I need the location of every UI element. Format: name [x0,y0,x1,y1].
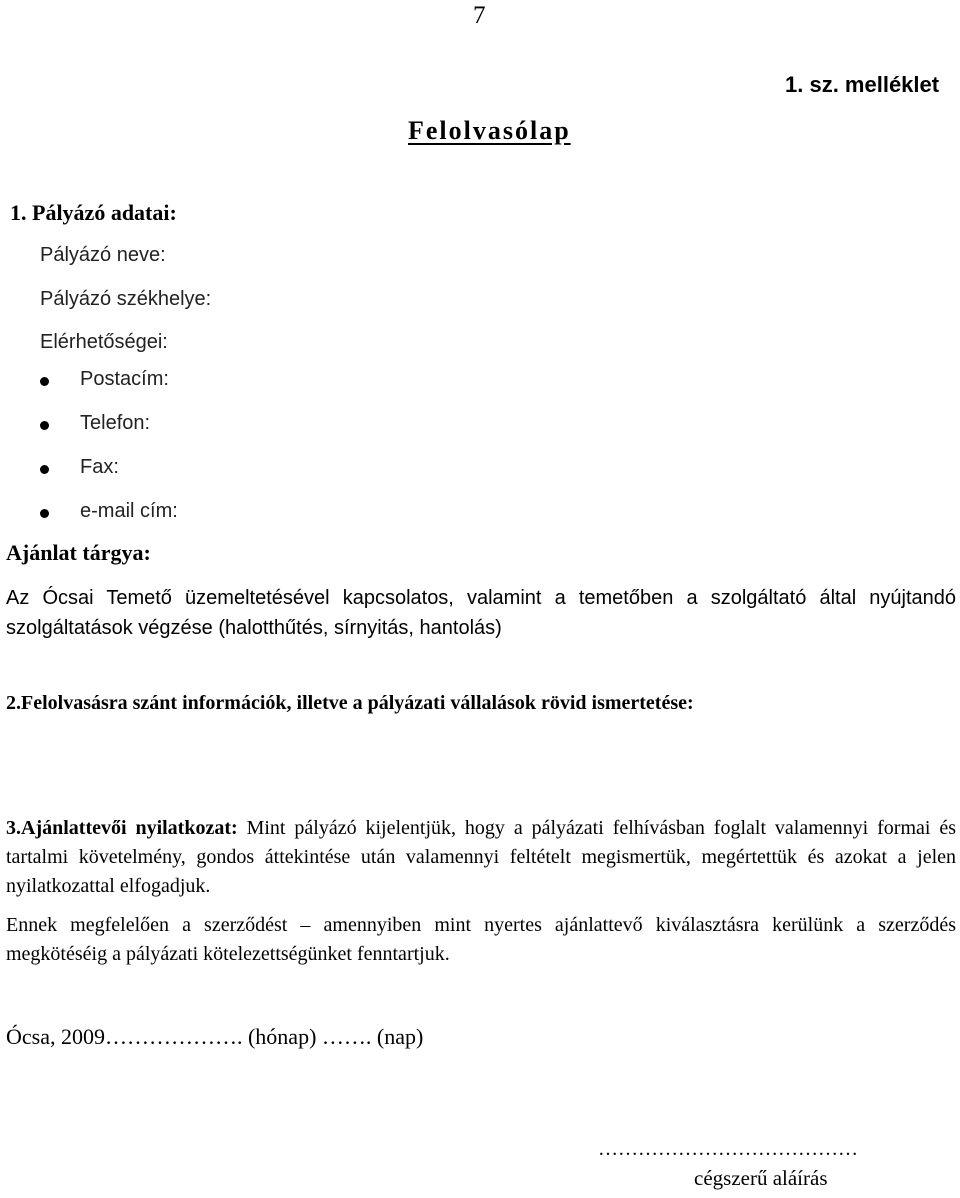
section-3-text-2: Ennek megfelelően a szerződést – amennyiben mint nyertes ajánlattevő kiválasztásra kerülünk a szerződés megkötéséig a pályázati kötelezettségünket fenntartjuk. [6,914,956,965]
bullet-item-label: Telefon: [80,412,151,434]
bullet-item-label: Fax: [80,456,119,478]
annex-label: 1. sz. melléklet [785,72,940,97]
signature-label: cégszerű aláírás [694,1166,828,1190]
applicant-name-label: Pályázó neve: [40,244,166,266]
date-line: Ócsa, 2009………………. (hónap) ……. (nap) [6,1024,424,1049]
applicant-seat-label: Pályázó székhelye: [40,288,212,310]
section-2-heading: 2.Felolvasásra szánt információk, illetve a pályázati vállalások rövid ismertetése: [6,692,694,714]
bullet-dot-icon [40,465,49,474]
bullet-dot-icon [40,377,49,386]
bullet-dot-icon [40,509,49,518]
section-3-label: 3.Ajánlattevői nyilatkozat: [6,817,238,839]
subject-text: Az Ócsai Temető üzemeltetésével kapcsolatos, valamint a temetőben a szolgáltató által nyújtandó szolgáltatások végzése (halotthűtés, sírnyitás, hantolás) [6,587,956,639]
bullet-dot-icon [40,421,49,430]
page-number: 7 [473,2,486,29]
section-3-text: Mint pályázó kijelentjük, hogy a pályázati felhívásban foglalt valamennyi formai és tartalmi követelmény, gondos áttekintése után valamennyi feltételt megismertük, megértettük és azokat a jelen nyilatkozattal elfogadjuk. [6,817,956,897]
contact-label: Elérhetőségei: [40,331,168,353]
subject-heading: Ajánlat tárgya: [6,540,151,565]
bullet-item-label: e-mail cím: [80,500,178,522]
section-1-heading: 1. Pályázó adatai: [10,200,177,225]
form-title: Felolvasólap [408,116,571,145]
signature-line: ………………………………… [598,1138,858,1160]
section-3-declaration [6,814,956,901]
bullet-item-label: Postacím: [80,368,169,390]
